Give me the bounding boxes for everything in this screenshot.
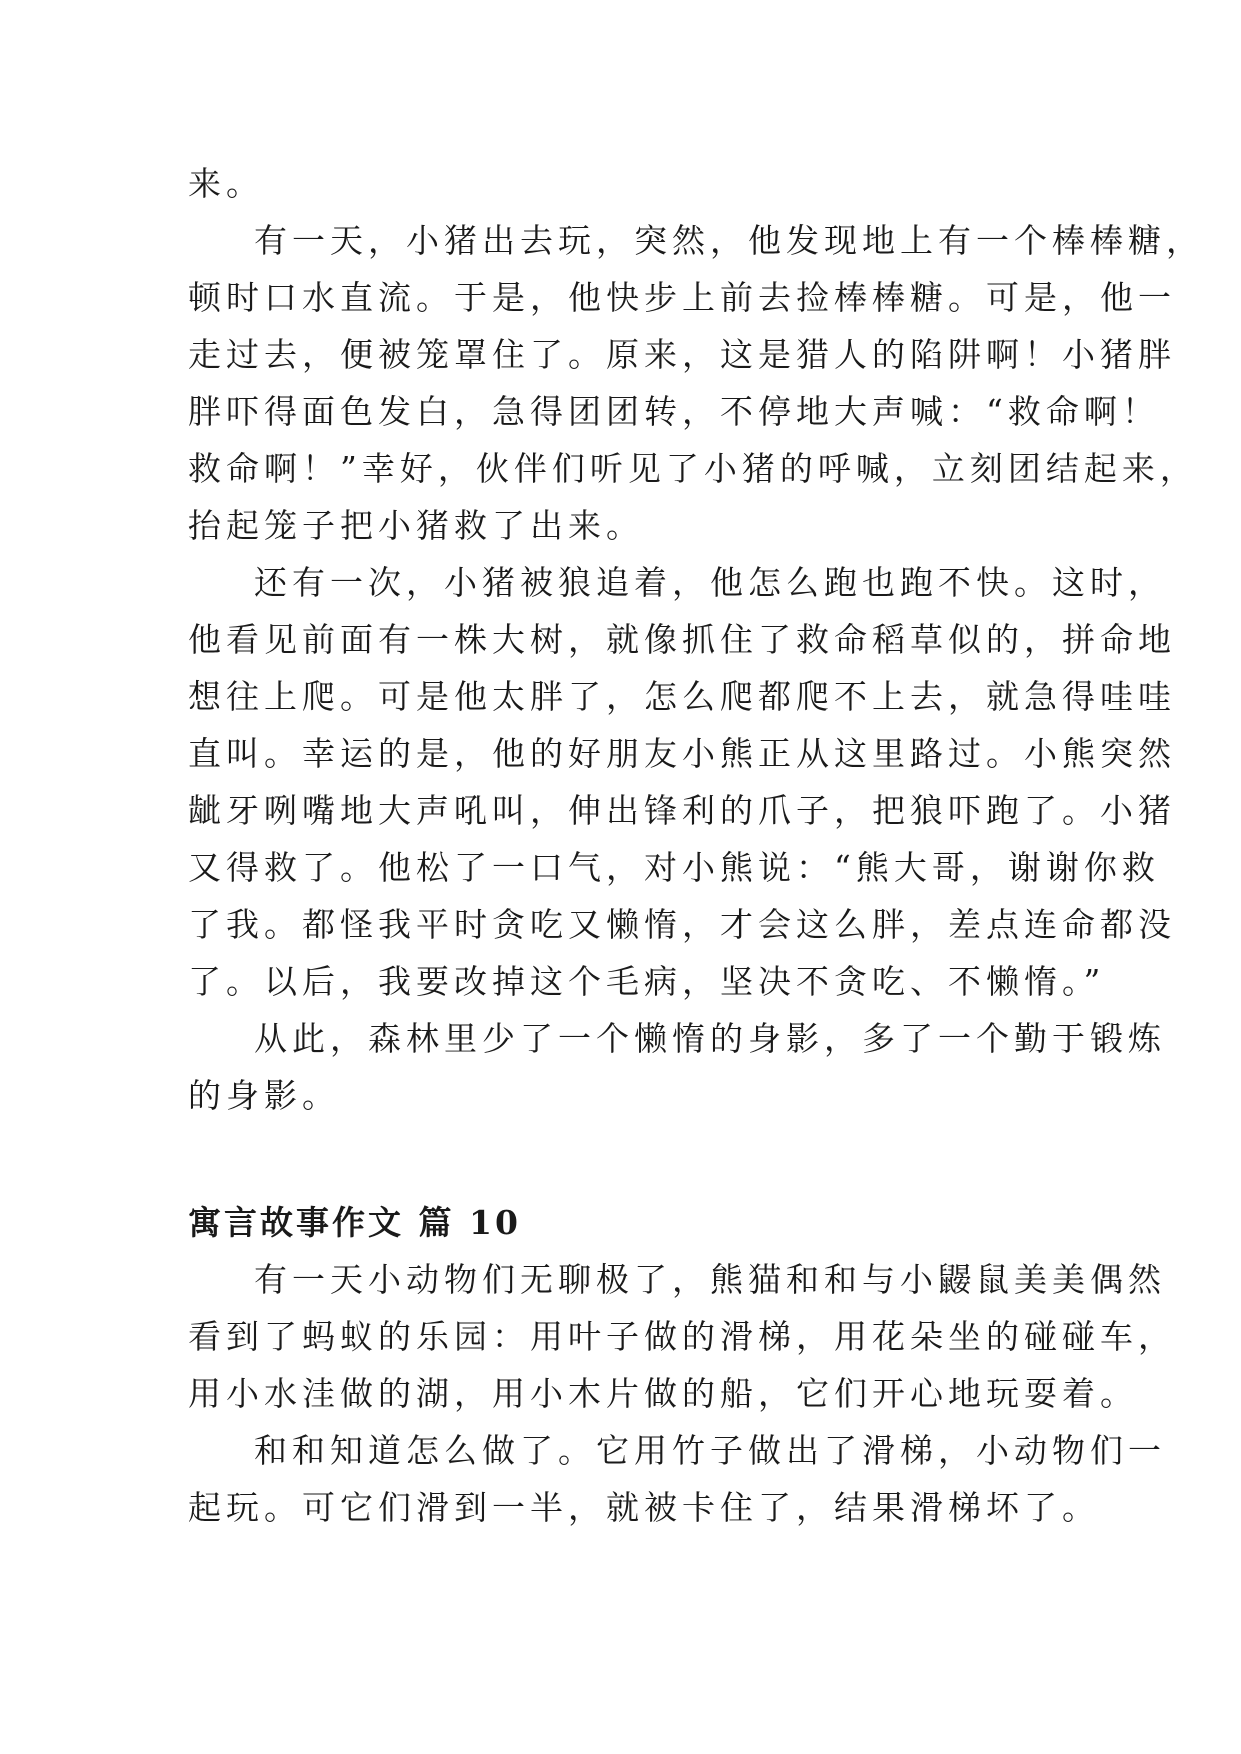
paragraph-first-line: 还有一次，小猪被狼追着，他怎么跑也跑不快。这时， (254, 563, 1166, 602)
text-line: 直叫。幸运的是，他的好朋友小熊正从这里路过。小熊突然 (188, 734, 1176, 773)
text-line: 走过去，便被笼罩住了。原来，这是猎人的陷阱啊！小猪胖 (188, 335, 1176, 374)
paragraph-first-line: 有一天，小猪出去玩，突然，他发现地上有一个棒棒糖， (254, 221, 1204, 260)
text-line: 他看见前面有一株大树，就像抓住了救命稻草似的，拼命地 (188, 620, 1176, 659)
paragraph-first-line: 从此，森林里少了一个懒惰的身影，多了一个勤于锻炼 (254, 1019, 1166, 1058)
text-line: 来。 (188, 164, 264, 203)
section-heading: 寓言故事作文 篇 10 (188, 1203, 521, 1242)
text-line: 抬起笼子把小猪救了出来。 (188, 506, 644, 545)
text-line: 起玩。可它们滑到一半，就被卡住了，结果滑梯坏了。 (188, 1488, 1100, 1527)
text-line: 顿时口水直流。于是，他快步上前去捡棒棒糖。可是，他一 (188, 278, 1176, 317)
paragraph-first-line: 和和知道怎么做了。它用竹子做出了滑梯，小动物们一 (254, 1431, 1166, 1470)
text-line: 看到了蚂蚁的乐园：用叶子做的滑梯，用花朵坐的碰碰车， (188, 1317, 1176, 1356)
text-line: 用小水洼做的湖，用小木片做的船，它们开心地玩耍着。 (188, 1374, 1138, 1413)
text-line: 想往上爬。可是他太胖了，怎么爬都爬不上去，就急得哇哇 (188, 677, 1176, 716)
text-line: 胖吓得面色发白，急得团团转，不停地大声喊：“救命啊！ (188, 392, 1160, 431)
text-line: 了。以后，我要改掉这个毛病，坚决不贪吃、不懒惰。” (188, 962, 1106, 1001)
text-line: 了我。都怪我平时贪吃又懒惰，才会这么胖，差点连命都没 (188, 905, 1176, 944)
text-line: 的身影。 (188, 1076, 340, 1115)
text-line: 救命啊！”幸好，伙伴们听见了小猪的呼喊，立刻团结起来， (188, 449, 1198, 488)
paragraph-first-line: 有一天小动物们无聊极了，熊猫和和与小鼹鼠美美偶然 (254, 1260, 1166, 1299)
text-line: 龇牙咧嘴地大声吼叫，伸出锋利的爪子，把狼吓跑了。小猪 (188, 791, 1176, 830)
text-line: 又得救了。他松了一口气，对小熊说：“熊大哥，谢谢你救 (188, 848, 1160, 887)
